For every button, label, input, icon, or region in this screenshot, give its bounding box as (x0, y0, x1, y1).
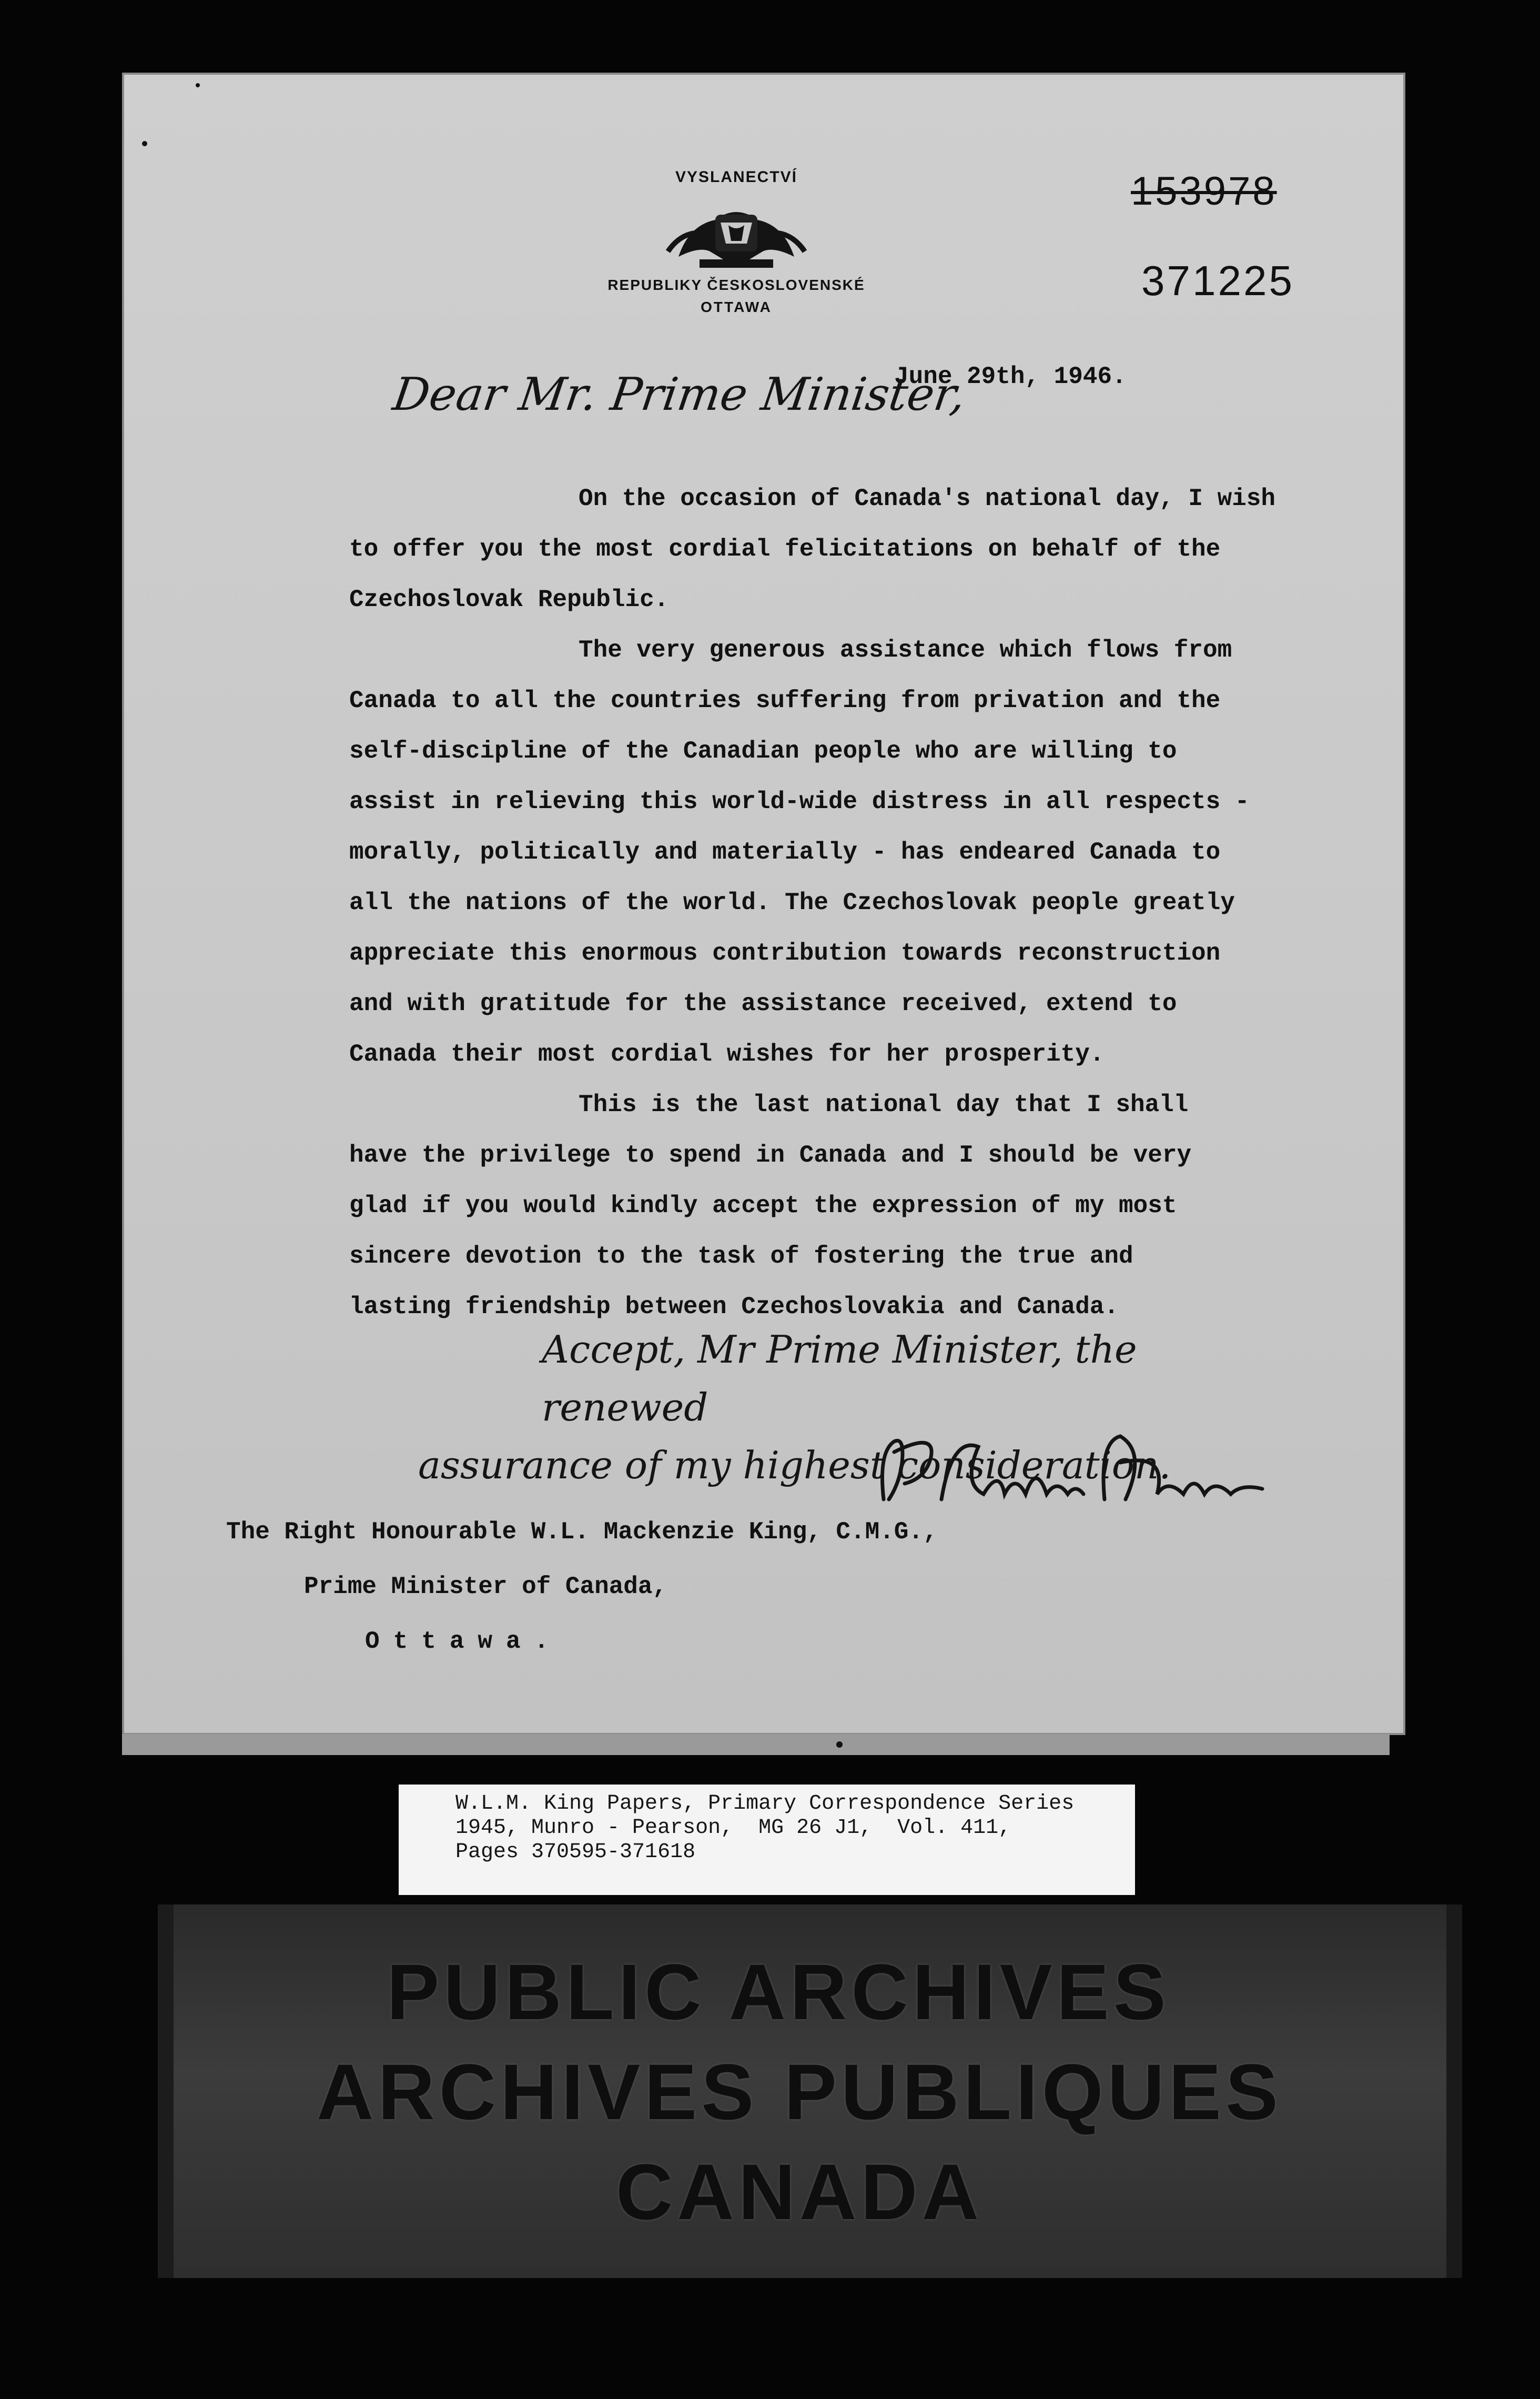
body-line: glad if you would kindly accept the expression of my most (349, 1192, 1177, 1219)
closing-line-1: Accept, Mr Prime Minister, the renewed (542, 1327, 1137, 1429)
body-line: appreciate this enormous contribution towards reconstruction (349, 940, 1221, 967)
label-line-2: 1945, Munro - Pearson, MG 26 J1, Vol. 411, (455, 1816, 1011, 1840)
salutation: Dear Mr. Prime Minister, (389, 368, 969, 421)
page-number: 371225 (1141, 257, 1294, 304)
body-line: lasting friendship between Czechoslovakia and Canada. (349, 1293, 1119, 1321)
body-line: and with gratitude for the assistance received, extend to (349, 990, 1177, 1017)
closing-line-2: assurance of my highest consideration. (418, 1443, 1171, 1487)
archives-line-3: CANADA (616, 2148, 983, 2236)
body-line: morally, politically and materially - has endeared Canada to (349, 839, 1221, 866)
archives-line-2: ARCHIVES PUBLIQUES (317, 2048, 1282, 2136)
public-archives-stamp (158, 1904, 1462, 2278)
body-line: The very generous assistance which flows from (579, 637, 1232, 664)
archive-reference-label (399, 1785, 1135, 1895)
body-line: self-discipline of the Canadian people who are willing to (349, 738, 1177, 765)
body-line: have the privilege to spend in Canada and I should be very (349, 1142, 1192, 1169)
page-edge (122, 1734, 1390, 1755)
recipient-address (226, 1505, 938, 1669)
letterhead-top: VYSLANECTVÍ (675, 168, 798, 186)
archives-line-1: PUBLIC ARCHIVES (387, 1948, 1170, 2036)
body-line: Czechoslovak Republic. (349, 586, 669, 613)
film-speck (142, 141, 147, 146)
film-speck (836, 1741, 843, 1748)
film-speck (196, 83, 200, 87)
body-line: sincere devotion to the task of fostering the true and (349, 1243, 1133, 1270)
body-line: to offer you the most cordial felicitations on behalf of the (349, 536, 1221, 563)
letter-date: June 29th, 1946. (894, 363, 1127, 390)
body-line: This is the last national day that I shall (579, 1091, 1189, 1118)
address-line-2: Prime Minister of Canada, (304, 1573, 667, 1600)
label-line-1: W.L.M. King Papers, Primary Correspondence Series (455, 1792, 1075, 1816)
old-page-number: 153978 (1131, 169, 1277, 214)
lion-coat-of-arms-icon (657, 194, 815, 273)
letterhead-republic: REPUBLIKY ČESKOSLOVENSKÉ (607, 277, 865, 293)
body-line: Canada their most cordial wishes for her prosperity. (349, 1041, 1105, 1068)
body-line: assist in relieving this world-wide distress in all respects - (349, 788, 1250, 815)
body-line: On the occasion of Canada's national day, I wish (579, 485, 1276, 512)
label-line-3: Pages 370595-371618 (455, 1840, 696, 1864)
address-line-3: Ottawa. (365, 1628, 563, 1655)
letterhead (589, 95, 884, 316)
letter-body (349, 473, 1349, 1332)
body-line: all the nations of the world. The Czechoslovak people greatly (349, 889, 1235, 916)
body-line: Canada to all the countries suffering from privation and the (349, 687, 1221, 714)
letterhead-city: OTTAWA (701, 299, 772, 315)
address-line-1: The Right Honourable W.L. Mackenzie King, C.M.G., (226, 1518, 938, 1546)
